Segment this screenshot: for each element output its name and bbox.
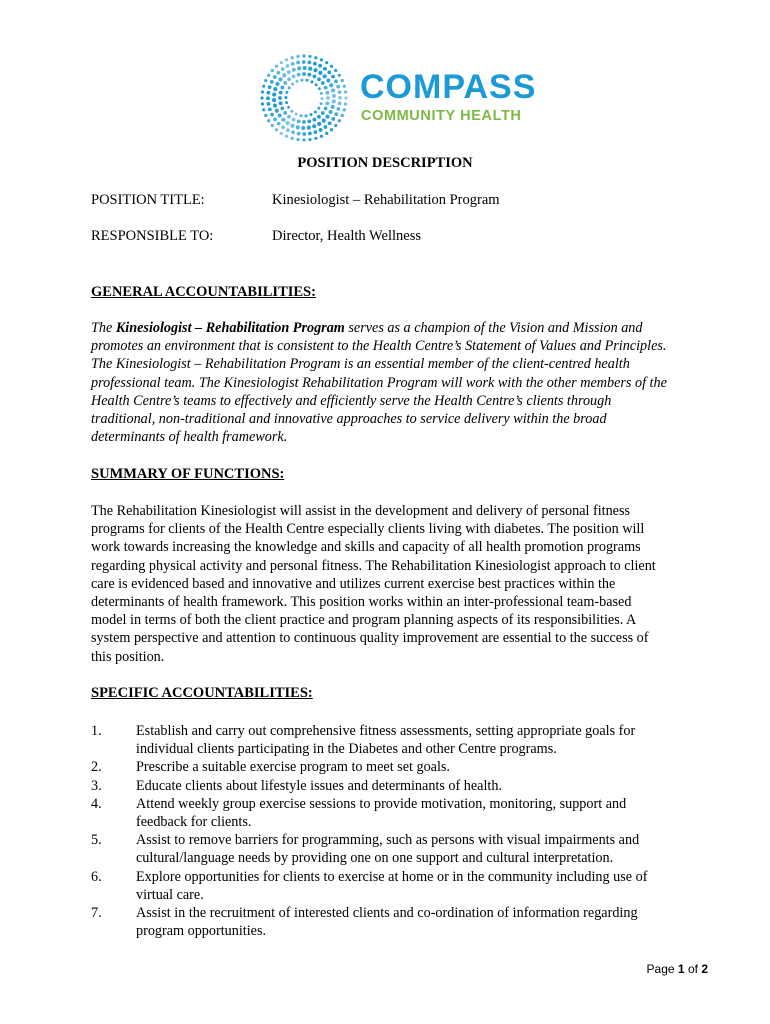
logo-dot <box>291 62 295 66</box>
footer-of-word: of <box>687 962 698 976</box>
logo-dot <box>292 68 296 72</box>
list-item-text: feedback for clients. <box>136 814 252 831</box>
logo-dot <box>302 54 305 57</box>
logo-dot <box>285 135 288 138</box>
compass-dot-mark-icon <box>258 52 350 144</box>
logo-dot <box>343 85 346 88</box>
logo-dot <box>325 115 329 119</box>
logo-dot <box>286 128 290 132</box>
summary-line: system perspective and attention to continuous quality improvement are essential to the success of <box>91 630 649 647</box>
document-title: POSITION DESCRIPTION <box>297 155 473 171</box>
logo-dot <box>338 96 342 100</box>
logo-dot <box>268 107 272 111</box>
logo-dot <box>297 132 301 136</box>
logo-dot <box>281 125 285 129</box>
logo-dot <box>332 99 336 103</box>
logo-dot <box>331 88 335 92</box>
logo-dot <box>302 60 306 64</box>
logo-dot <box>291 137 294 140</box>
logo-dot <box>313 74 317 78</box>
logo-dot <box>297 73 301 77</box>
summary-of-functions-text <box>91 502 701 666</box>
logo-dot <box>313 62 317 66</box>
logo-dot <box>262 108 265 111</box>
logo-dot <box>273 117 277 121</box>
logo-dot <box>302 138 305 141</box>
list-item-number: 5. <box>91 832 102 849</box>
logo-dot <box>318 71 322 75</box>
logo-dot <box>318 87 321 90</box>
general-line: determinants of health framework. <box>91 429 288 446</box>
logo-dot <box>331 75 335 79</box>
logo-dot <box>302 132 306 136</box>
logo-dot <box>305 114 308 117</box>
logo-dot <box>314 56 317 59</box>
logo-dot <box>334 124 337 127</box>
logo-dot <box>278 96 282 100</box>
logo-dot <box>275 128 278 131</box>
logo-dot <box>291 83 294 86</box>
logo-dot <box>310 80 313 83</box>
list-item-text: virtual care. <box>136 886 204 903</box>
logo-dot <box>327 70 331 74</box>
logo-dot <box>326 96 330 100</box>
logo-dot <box>296 55 299 58</box>
logo-dot <box>279 101 283 105</box>
logo-dot <box>267 102 271 106</box>
responsible-to-value: Director, Health Wellness <box>272 228 421 244</box>
list-item-number: 4. <box>91 795 102 812</box>
general-line-bold: Kinesiologist – Rehabilitation Program <box>115 320 345 336</box>
general-line <box>91 319 701 337</box>
specific-accountabilities-heading: SPECIFIC ACCOUNTABILITIES: <box>91 685 313 701</box>
list-item-number: 1. <box>91 723 102 739</box>
logo-dot <box>285 101 288 104</box>
general-line: promotes an environment that is consistent to the Health Centre’s Statement of Values and Principles. <box>91 338 667 355</box>
logo-dot <box>332 94 336 98</box>
logo-dot <box>266 96 270 100</box>
list-item-text: Explore opportunities for clients to exercise at home or in the community including use of <box>136 868 648 885</box>
logo-dot <box>264 79 267 82</box>
logo-dot <box>321 81 325 85</box>
logo-dot <box>267 119 270 122</box>
list-item-text: Prescribe a suitable exercise program to meet set goals. <box>136 759 450 776</box>
logo-dot <box>334 80 338 84</box>
logo-dot <box>319 128 323 132</box>
list-item-text: Assist in the recruitment of interested clients and co-ordination of information regarding <box>136 905 638 922</box>
logo-dot <box>290 124 294 128</box>
logo-dot <box>326 78 330 82</box>
logo-dot <box>324 86 328 90</box>
position-title-label: POSITION TITLE: <box>91 192 205 208</box>
list-item-number: 6. <box>91 868 102 885</box>
list-item <box>91 777 701 795</box>
logo-dot <box>278 113 282 117</box>
list-item-number: 3. <box>91 777 102 794</box>
logo-dot <box>312 118 316 122</box>
logo-dot <box>287 70 291 74</box>
logo-dot <box>313 68 317 72</box>
logo-dot <box>317 77 321 81</box>
logo-dot <box>324 107 328 111</box>
logo-dot <box>317 107 320 110</box>
logo-dot <box>328 110 332 114</box>
logo-dot <box>285 96 288 99</box>
logo-dot <box>262 85 265 88</box>
logo-dot <box>296 80 299 83</box>
logo-dot <box>288 86 291 89</box>
logo-dot <box>285 91 288 94</box>
logo-dot <box>314 137 317 140</box>
logo-dot <box>310 113 313 116</box>
logo-dot <box>296 61 300 65</box>
logo-dot <box>280 106 284 110</box>
logo-dot <box>277 122 281 126</box>
general-line: The Kinesiologist – Rehabilitation Program is an essential member of the client-centred health <box>91 356 630 373</box>
logo-dot <box>334 69 337 72</box>
logo-dot <box>286 64 290 68</box>
responsible-to-label: RESPONSIBLE TO: <box>91 228 214 244</box>
logo-dot <box>338 101 342 105</box>
logo-dot <box>341 79 344 82</box>
logo-dot <box>330 65 333 68</box>
logo-dot <box>261 90 264 93</box>
logo-dot <box>273 87 277 91</box>
summary-line: programs for clients of the Health Centre especially clients living with diabetes. The position will <box>91 521 645 538</box>
logo-dot <box>273 75 277 79</box>
logo-dot <box>321 111 325 115</box>
list-item <box>91 758 701 776</box>
list-item-number: 2. <box>91 759 102 776</box>
logo-dot <box>344 102 347 105</box>
logo-dot <box>280 132 283 135</box>
logo-dot <box>272 98 276 102</box>
list-item-text: Attend weekly group exercise sessions to provide motivation, monitoring, support and <box>136 795 627 812</box>
logo-dot <box>295 113 298 116</box>
logo-dot <box>330 128 333 131</box>
logo-dot <box>303 66 307 70</box>
logo-dot <box>267 74 270 77</box>
logo-dot <box>302 120 306 124</box>
list-item-text: program opportunities. <box>136 923 267 940</box>
logo-dot <box>287 106 290 109</box>
logo-dot <box>271 69 274 72</box>
logo-dot <box>325 61 328 64</box>
logo-dot <box>275 65 278 68</box>
summary-line: work towards increasing the knowledge and skills and capacity of all health promotion programs <box>91 539 641 556</box>
logo-dot <box>318 64 322 68</box>
logo-dot <box>307 73 311 77</box>
logo-dot <box>283 111 287 115</box>
logo-dot <box>328 121 332 125</box>
list-item <box>91 722 701 758</box>
logo-dot <box>322 119 326 123</box>
logo-dot <box>286 121 290 125</box>
logo-dot <box>281 118 285 122</box>
logo-dot <box>301 126 305 130</box>
list-item <box>91 868 701 904</box>
specific-accountabilities-list <box>91 722 701 940</box>
logo-dot <box>292 74 296 78</box>
logo-dot <box>299 114 302 117</box>
list-item <box>91 831 701 867</box>
summary-line: model in terms of both the client practice and program planning aspects of its responsibilities. A <box>91 612 637 629</box>
page-number-footer <box>647 962 708 976</box>
logo-dot <box>270 80 274 84</box>
logo-dot <box>287 115 291 119</box>
general-line-post: serves as a champion of the Vision and Mission and <box>344 320 643 336</box>
logo-dot <box>280 61 283 64</box>
logo-dot <box>291 56 294 59</box>
logo-dot <box>260 96 263 99</box>
general-line: professional team. The Kinesiologist Rehabilitation Program will work with the other members of the <box>91 374 667 391</box>
list-item-text: cultural/language needs by providing one on one support and cultural interpretation. <box>136 850 614 867</box>
logo-dot <box>307 120 311 124</box>
general-line: Health Centre’s teams to effectively and efficiently serve the Health Centre’s clients through <box>91 392 612 409</box>
logo-dot <box>325 101 329 105</box>
logo-dot <box>331 117 335 121</box>
list-item-text: Establish and carry out comprehensive fitness assessments, setting appropriate goals for <box>136 723 636 739</box>
logo-dot <box>313 130 317 134</box>
logo-dot <box>323 67 327 71</box>
logo-dot <box>308 138 311 141</box>
logo-dot <box>292 118 296 122</box>
logo-dot <box>281 67 285 71</box>
logo-dot <box>315 83 318 86</box>
summary-line: The Rehabilitation Kinesiologist will assist in the development and delivery of personal fitness <box>91 503 631 519</box>
logo-dot <box>314 110 317 113</box>
logo-dot <box>338 74 341 77</box>
logo-dot <box>323 74 327 78</box>
logo-dot <box>276 71 280 75</box>
logo-dot <box>275 109 279 113</box>
general-accountabilities-heading: GENERAL ACCOUNTABILITIES: <box>91 284 316 300</box>
logo-dot <box>329 83 333 87</box>
logo-dot <box>297 66 301 70</box>
logo-dot <box>341 114 344 117</box>
logo-dot <box>300 79 303 82</box>
logo-dot <box>320 58 323 61</box>
list-item-text: individual clients participating in the Diabetes and other Centre programs. <box>136 741 557 758</box>
logo-dot <box>273 103 277 107</box>
summary-line: care is evidenced based and innovative and utilizes current exercise best practices within the <box>91 575 616 592</box>
logo-dot <box>320 135 323 138</box>
logo-dot <box>264 114 267 117</box>
logo-dot <box>268 85 272 89</box>
logo-dot <box>275 82 279 86</box>
logo-dot <box>280 86 284 90</box>
logo-dot <box>320 92 323 95</box>
logo-wordmark: COMPASS <box>360 68 537 106</box>
logo-dot <box>336 85 340 89</box>
logo-tagline: COMMUNITY HEALTH <box>361 108 522 124</box>
summary-line: determinants of health framework. This position works within an inter-professional team-based <box>91 594 632 611</box>
logo-dot <box>334 112 338 116</box>
logo-dot <box>278 77 282 81</box>
general-line: traditional, non-traditional and innovative approaches to service delivery within the broad <box>91 411 607 428</box>
logo-dot <box>283 81 287 85</box>
logo-dot <box>317 122 321 126</box>
logo-dot <box>338 90 342 94</box>
footer-total-pages: 2 <box>701 962 708 976</box>
logo-dot <box>290 110 293 113</box>
summary-line: regarding physical activity and personal fitness. The Rehabilitation Kinesiologist approach to client <box>91 557 656 574</box>
logo-dot <box>336 107 340 111</box>
list-item-text: Educate clients about lifestyle issues and determinants of health. <box>136 777 503 794</box>
logo-dot <box>307 61 311 65</box>
logo-dot <box>331 105 335 109</box>
logo-dot <box>317 115 321 119</box>
logo-dot <box>271 124 274 127</box>
general-accountabilities-text <box>91 319 701 446</box>
summary-line: this position. <box>91 648 165 665</box>
logo-dot <box>312 124 316 128</box>
logo-dot <box>282 73 286 77</box>
logo-dot <box>279 91 283 95</box>
logo-dot <box>270 113 274 117</box>
logo-dot <box>302 72 306 76</box>
footer-current-page: 1 <box>677 962 685 976</box>
logo-dot <box>285 58 288 61</box>
logo-dot <box>344 90 347 93</box>
logo-dot <box>296 125 300 129</box>
logo-dot <box>344 96 347 99</box>
general-line-pre: The <box>91 320 116 336</box>
list-item-number: 7. <box>91 905 102 922</box>
list-item-text: Assist to remove barriers for programming, such as persons with visual impairments and <box>136 832 640 849</box>
logo-dot <box>307 126 311 130</box>
logo-dot <box>272 92 276 96</box>
logo-dot <box>296 138 299 141</box>
summary-of-functions-heading: SUMMARY OF FUNCTIONS: <box>91 466 285 482</box>
logo-dot <box>325 132 328 135</box>
position-title-value: Kinesiologist – Rehabilitation Program <box>272 192 500 208</box>
logo-dot <box>320 97 323 100</box>
compass-logo <box>258 52 538 142</box>
logo-dot <box>326 91 330 95</box>
list-item <box>91 795 701 831</box>
logo-dot <box>261 102 264 105</box>
logo-dot <box>287 77 291 81</box>
logo-dot <box>338 119 341 122</box>
footer-page-word: Page <box>646 962 675 976</box>
logo-dot <box>306 79 309 82</box>
logo-dot <box>308 55 311 58</box>
logo-dot <box>323 125 327 129</box>
logo-dot <box>267 91 271 95</box>
logo-dot <box>343 108 346 111</box>
logo-dot <box>291 130 295 134</box>
logo-dot <box>320 102 323 105</box>
logo-dot <box>297 119 301 123</box>
logo-dot <box>308 132 312 136</box>
list-item <box>91 904 701 940</box>
logo-dot <box>308 67 312 71</box>
